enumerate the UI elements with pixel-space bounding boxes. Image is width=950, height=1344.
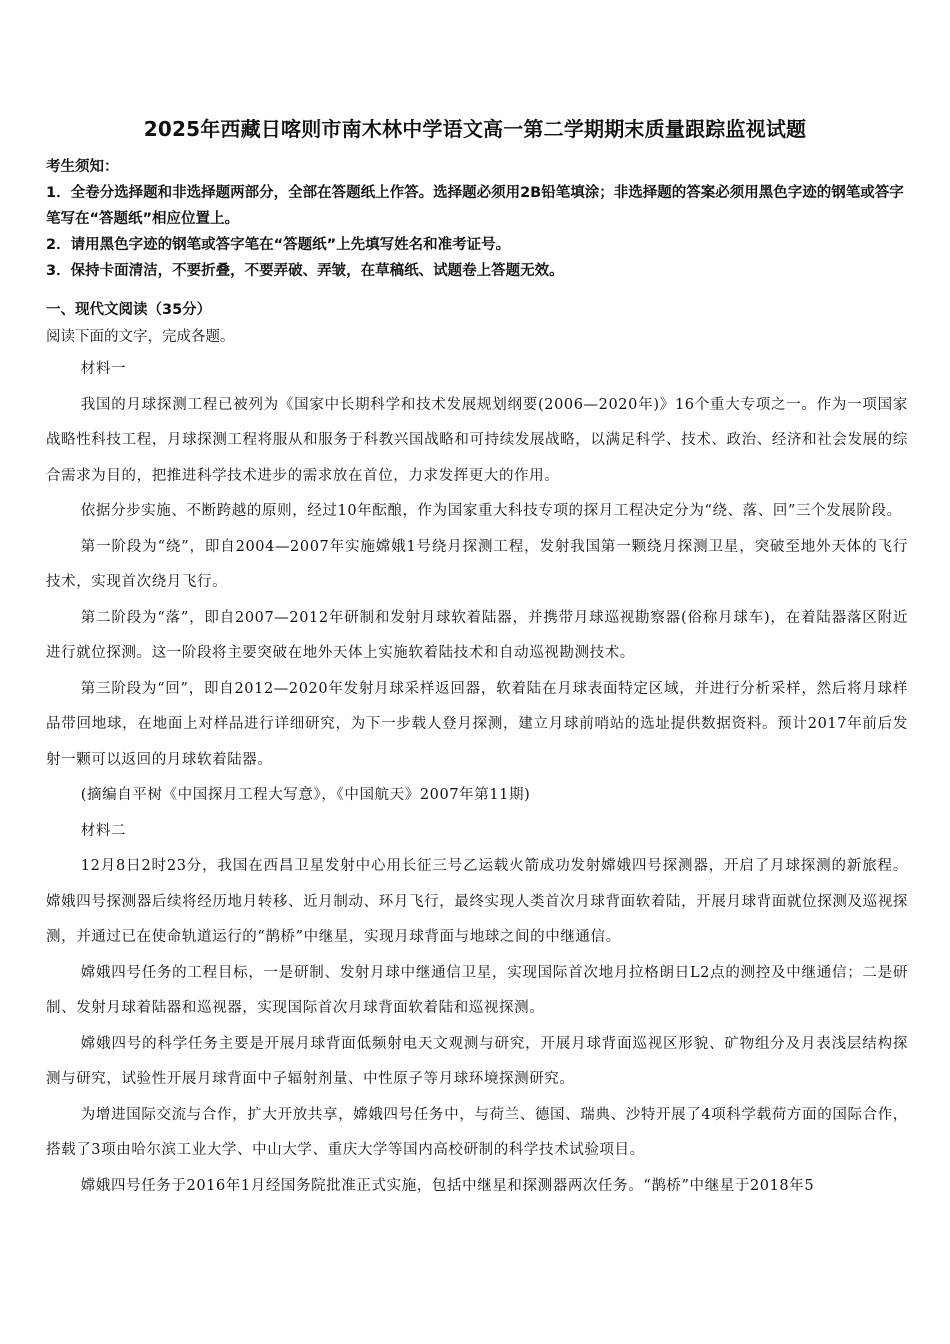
paragraph: 依据分步实施、不断跨越的原则，经过10年酝酿，作为国家重大科技专项的探月工程决定分为“绕、落、回”三个发展阶段。 [80, 503, 902, 519]
section-instruction: 阅读下面的文字，完成各题。 [46, 329, 235, 345]
paragraph: 第一阶段为“绕”，即自2004—2007年实施嫦娥1号绕月探测工程，发射我国第一颗绕月探测卫星，突破至地外天体的飞行技术，实现首次绕月飞行。 [46, 538, 908, 590]
exam-title: 2025年西藏日喀则市南木林中学语文高一第二学期期末质量跟踪监视试题 [143, 117, 807, 141]
notice-heading: 考生须知： [46, 159, 119, 175]
paragraph: 嫦娥四号的科学任务主要是开展月球背面低频射电天文观测与研究，开展月球背面巡视区形貌、矿物组分及月表浅层结构探测与研究，试验性开展月球背面中子辐射剂量、中性原子等月球环境探测研究。 [46, 1035, 908, 1087]
reading-passage [46, 352, 908, 1204]
material-2-label: 材料二 [80, 822, 127, 839]
section-heading: 一、现代文阅读（35分） [46, 302, 212, 318]
notice-item-1: 1．全卷分选择题和非选择题两部分，全部在答题纸上作答。选择题必须用2B铅笔填涂；非选择题的答案必须用黑色字迹的钢笔或答字笔写在“答题纸”相应位置上。 [46, 185, 904, 227]
candidate-notice [46, 154, 908, 284]
paragraph: 嫦娥四号任务于2016年1月经国务院批准正式实施，包括中继星和探测器两次任务。“鹊桥”中继星于2018年5 [80, 1177, 815, 1194]
paragraph: 第二阶段为“落”，即自2007—2012年研制和发射月球软着陆器，并携带月球巡视勘察器(俗称月球车)，在着陆器落区附近进行就位探测。这一阶段将主要突破在地外天体上实施软着陆技术和自动巡视勘测技术。 [46, 609, 908, 661]
source-citation: (摘编自平树《中国探月工程大写意》，《中国航天》2007年第11期) [80, 787, 531, 803]
paragraph: 第三阶段为“回”，即自2012—2020年发射月球采样返回器，软着陆在月球表面特定区域，并进行分析采样，然后将月球样品带回地球，在地面上对样品进行详细研究，为下一步载人登月探测，建立月球前哨站的选址提供数据资料。预计2017年前后发射一颗可以返回的月球软着陆器。 [46, 680, 908, 768]
notice-item-3: 3．保持卡面清洁，不要折叠，不要弄破、弄皱，在草稿纸、试题卷上答题无效。 [46, 263, 564, 279]
paragraph: 12月8日2时23分，我国在西昌卫星发射中心用长征三号乙运载火箭成功发射嫦娥四号探测器，开启了月球探测的新旅程。嫦娥四号探测器后续将经历地月转移、近月制动、环月飞行，最终实现人类首次月球背面软着陆，开展月球背面就位探测及巡视探测，并通过已在使命轨道运行的“鹊桥”中继星，实现月球背面与地球之间的中继通信。 [46, 858, 908, 945]
material-1-label: 材料一 [80, 361, 127, 377]
paragraph: 嫦娥四号任务的工程目标，一是研制、发射月球中继通信卫星，实现国际首次地月拉格朗日L2点的测控及中继通信；二是研制、发射月球着陆器和巡视器，实现国际首次月球背面软着陆和巡视探测。 [46, 964, 908, 1016]
paragraph: 为增进国际交流与合作，扩大开放共享，嫦娥四号任务中，与荷兰、德国、瑞典、沙特开展了4项科学载荷方面的国际合作，搭载了3项由哈尔滨工业大学、中山大学、重庆大学等国内高校研制的科学技术试验项目。 [46, 1106, 908, 1158]
notice-item-2: 2．请用黑色字迹的钢笔或答字笔在“答题纸”上先填写姓名和准考证号。 [46, 237, 511, 253]
paragraph: 我国的月球探测工程已被列为《国家中长期科学和技术发展规划纲要(2006—2020年)》16个重大专项之一。作为一项国家战略性科技工程，月球探测工程将服从和服务于科教兴国战略和可持续发展战略，以满足科学、技术、政治、经济和社会发展的综合需求为目的，把推进科学技术进步的需求放在首位，力求发挥更大的作用。 [46, 396, 908, 484]
